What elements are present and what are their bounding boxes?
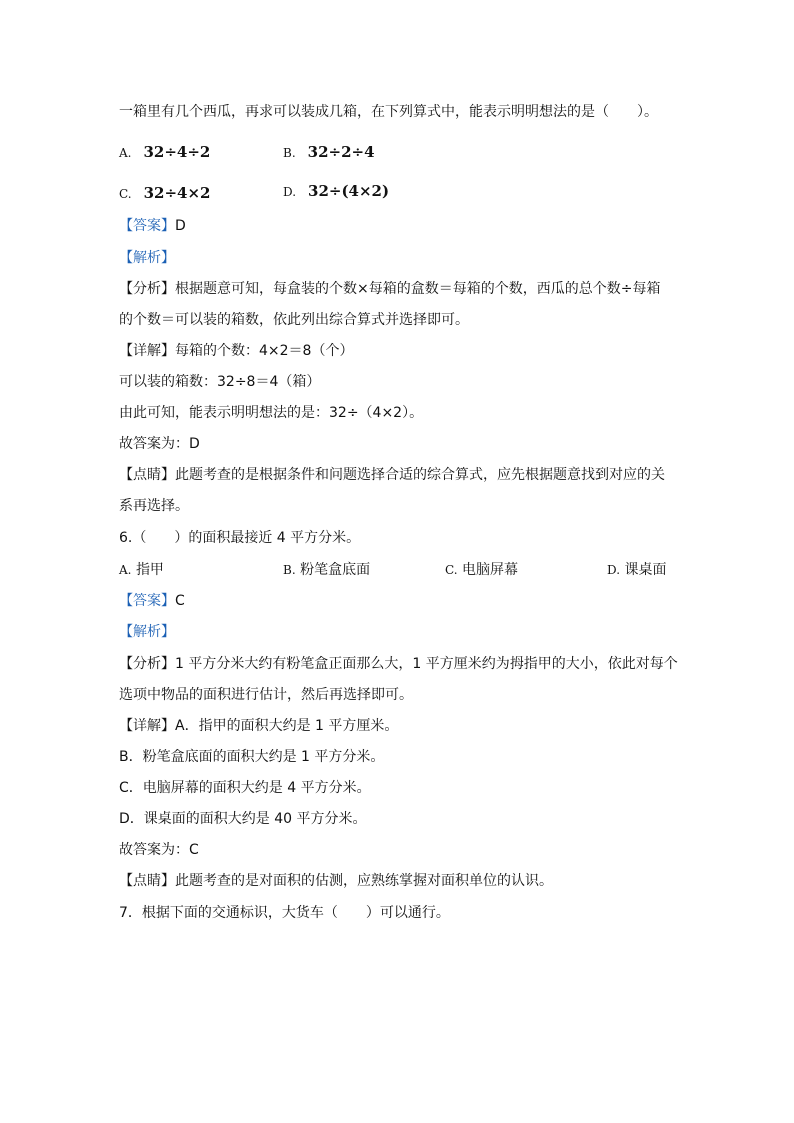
q5-fenxi-line2: 的个数＝可以装的箱数，依此列出综合算式并选择即可。 [119,312,469,328]
q6-final-answer: 故答案为：C [119,842,199,858]
q6-xiangjie-line-b: B．粉笔盒底面的面积大约是 1 平方分米。 [119,749,385,765]
q6-xiangjie-line1 [119,716,398,736]
option-label: B. [283,146,296,160]
answer-value: C [175,593,185,609]
dianjing-text: 此题考查的是对面积的估测，应熟练掌握对面积单位的认识。 [175,873,553,889]
q5-option-a [119,142,210,163]
q6-xiangjie-line-c: C．电脑屏幕的面积大约是 4 平方分米。 [119,780,371,796]
option-label: A. [119,146,132,160]
fenxi-text: 根据题意可知，每盒装的个数×每箱的盒数＝每箱的个数，西瓜的总个数÷每箱 [175,281,661,297]
answer-value: D [175,218,186,234]
option-text: 粉笔盒底面 [300,562,371,578]
q6-option-c [445,560,518,580]
option-expression: 32÷4×2 [143,184,211,202]
q5-option-b [283,142,375,163]
option-label: D. [607,563,621,577]
q6-option-d [607,560,666,580]
option-expression: 32÷4÷2 [143,143,211,161]
q6-option-b [283,560,370,580]
q7-stem: 7．根据下面的交通标识，大货车（ ）可以通行。 [119,905,450,921]
option-label: D. [283,185,297,199]
dianjing-tag: 【点睛】 [119,467,175,483]
xiangjie-text: 每箱的个数：4×2＝8（个） [175,343,354,359]
q5-analysis-tag: 【解析】 [119,250,175,266]
q6-analysis-tag: 【解析】 [119,624,175,640]
dianjing-text: 此题考查的是根据条件和问题选择合适的综合算式，应先根据题意找到对应的关 [175,467,665,483]
answer-tag: 【答案】 [119,593,175,609]
option-label: C. [445,563,458,577]
q6-fenxi-line1 [119,654,678,674]
q6-stem: 6.（ ）的面积最接近 4 平方分米。 [119,530,361,546]
xiangjie-tag: 【详解】 [119,718,175,734]
option-label: C. [119,187,132,201]
xiangjie-tag: 【详解】 [119,343,175,359]
q5-fenxi-line1 [119,279,660,299]
dianjing-tag: 【点睛】 [119,873,175,889]
option-expression: 32÷2÷4 [307,143,375,161]
option-label: B. [283,563,296,577]
q5-stem: 一箱里有几个西瓜，再求可以装成几箱，在下列算式中，能表示明明想法的是（ ）。 [119,104,658,120]
q5-option-d [283,181,389,202]
option-text: 指甲 [135,562,164,578]
q6-option-a [119,560,164,580]
q5-xiangjie-line1 [119,341,353,361]
q5-xiangjie-line2: 可以装的箱数：32÷8＝4（箱） [119,374,321,390]
option-expression: 32÷(4×2) [308,182,390,200]
q5-final-answer: 故答案为：D [119,436,200,452]
q6-fenxi-line2: 选项中物品的面积进行估计，然后再选择即可。 [119,687,413,703]
xiangjie-text: A．指甲的面积大约是 1 平方厘米。 [175,718,399,734]
q5-answer [119,216,186,236]
fenxi-tag: 【分析】 [119,281,175,297]
q5-xiangjie-line3: 由此可知，能表示明明想法的是：32÷（4×2）。 [119,405,424,421]
q5-option-c [119,183,210,204]
option-label: A. [119,563,132,577]
q5-dianjing-line2: 系再选择。 [119,498,189,514]
q6-xiangjie-line-d: D．课桌面的面积大约是 40 平方分米。 [119,811,367,827]
fenxi-tag: 【分析】 [119,656,175,672]
answer-tag: 【答案】 [119,218,175,234]
q6-answer [119,591,185,611]
option-text: 课桌面 [624,562,667,578]
fenxi-text: 1 平方分米大约有粉笔盒正面那么大，1 平方厘米约为拇指甲的大小，依此对每个 [175,656,678,672]
option-text: 电脑屏幕 [462,562,519,578]
q6-dianjing-line1 [119,871,553,891]
q5-dianjing-line1 [119,465,665,485]
